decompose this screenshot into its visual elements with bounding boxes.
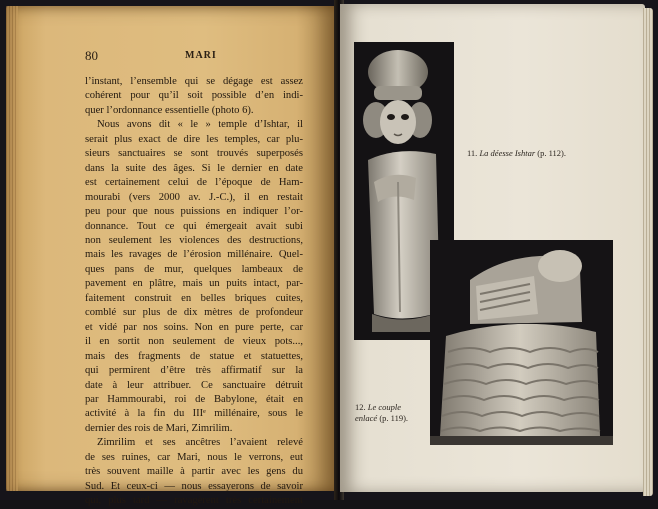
text-line: serait plus exact de dire les temples, car plu-: [85, 133, 303, 145]
figure-12-title-2: enlacé: [355, 413, 378, 423]
text-line: dans la suite des âges. Si le dernier en date: [85, 162, 303, 174]
figure-11-title: La déesse Ishtar: [479, 148, 536, 158]
caption-figure-11: [467, 148, 566, 159]
figure-11-number: 11.: [467, 148, 478, 158]
text-line: et vidé par nos soins. Non en pure perte, car: [85, 321, 303, 333]
page-number: 80: [85, 48, 98, 63]
text-line: l’instant, l’ensemble qui se dégage est assez: [85, 76, 303, 87]
text-line: par Hammourabi, roi de Babylone, était en: [85, 393, 303, 405]
text-line: comblé sur plus de dix mètres de profondeur: [85, 307, 303, 319]
figure-12-title-1: Le couple: [367, 402, 402, 412]
text-line: donnance. Tout ce qui émergeait avait subi: [85, 220, 303, 232]
text-line: mais des fragments de statue et statuettes,: [85, 350, 303, 362]
text-line: Nous avons dit « le » temple d’Ishtar, il: [97, 119, 303, 131]
text-line: pavement en plâtre, mais un puits intact, par-: [85, 278, 303, 290]
text-line: faitement construit en belles briques cuites,: [85, 292, 303, 304]
running-head: MARI: [185, 50, 217, 61]
text-line: dernier des rois de Mari, Zimrilim.: [85, 422, 233, 434]
text-line: cohérent pour qu’il soit possible d’en indi-: [85, 90, 303, 102]
text-line: très souvent maille à partir avec les gens du: [85, 466, 303, 478]
text-line: qui, plus tard — ravagèrent très certainement: [85, 495, 303, 507]
photo-seated-couple: [430, 240, 613, 445]
figure-12-number: 12.: [355, 402, 366, 412]
text-line: qui permirent d’être très affirmatif sur la: [85, 365, 303, 377]
text-line: mais les ravages de l’érosion millénaire. Quel-: [85, 249, 303, 261]
caption-figure-12: [355, 402, 408, 424]
text-line: Zimrilim et ses ancêtres l’avaient relevé: [97, 437, 303, 449]
body-text: [85, 75, 303, 509]
text-line: mourabi (vers 2000 av. J.-C.), il en restait: [85, 191, 303, 203]
text-line: ques pans de mur, quelques lambeaux de: [85, 263, 303, 275]
text-line: activité à la fin du IIIᵉ millénaire, sous le: [85, 408, 303, 420]
text-line: date à leur attribuer. Ce sanctuaire détruit: [85, 379, 303, 391]
text-line: est certainement celui de l’époque de Ham-: [85, 177, 303, 189]
text-line: quer l’ordonnance essentielle (photo 6).: [85, 104, 254, 116]
text-line: Sud. Et ceux-ci — nous essayerons de savoir: [85, 480, 303, 492]
text-line: de ses ruines, car Mari, nous le verrons, eut: [85, 451, 303, 463]
text-line: sieurs sanctuaires se sont trouvés superposés: [85, 148, 303, 160]
figure-11-ref: (p. 112).: [537, 148, 567, 158]
figure-12-ref: (p. 119).: [379, 413, 409, 423]
text-line: peu pour que nous puissions en indiquer l’or-: [85, 206, 303, 218]
text-line: il en sortit non seulement de vieux pots...,: [85, 336, 303, 348]
page-edges-right: [643, 8, 653, 496]
page-edges: [6, 6, 18, 491]
text-line: non seulement les violences des destructions,: [85, 234, 303, 246]
